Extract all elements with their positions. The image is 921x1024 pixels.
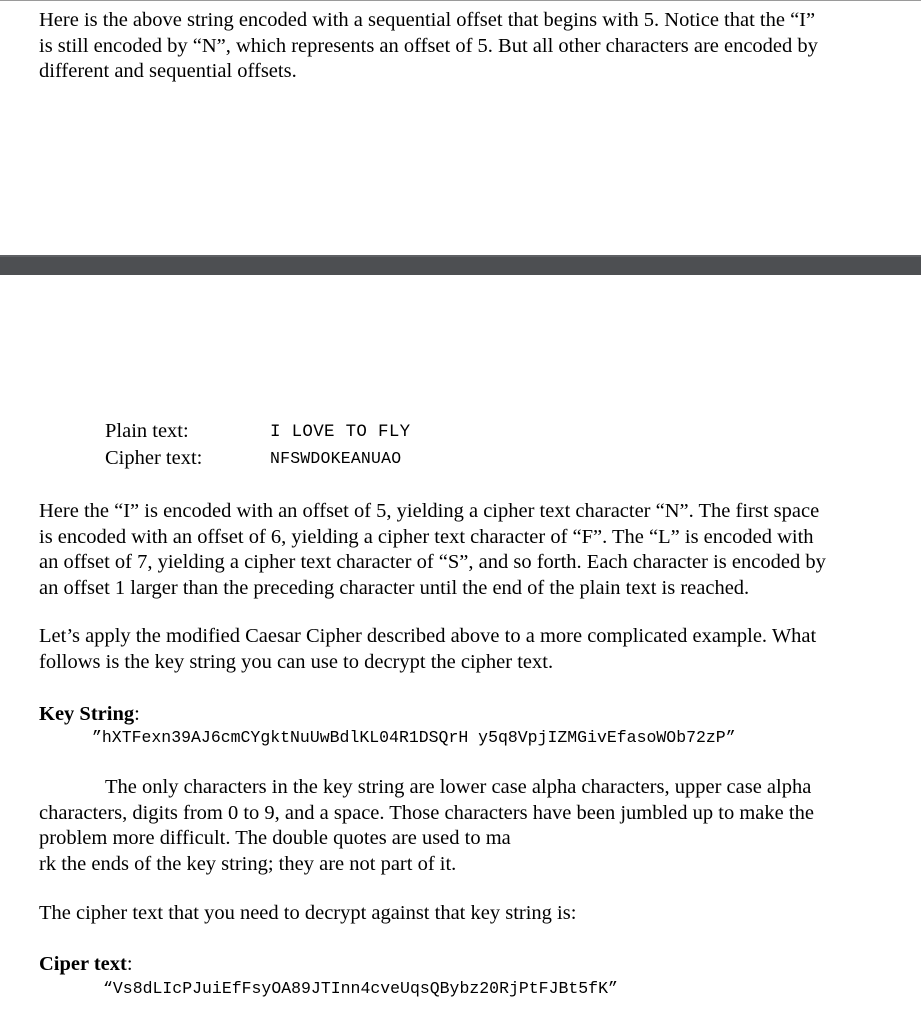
cipher-text-value: NFSWDOKEANUAO	[270, 449, 402, 468]
explanation-line-3: an offset of 7, yielding a cipher text character of “S”, and so forth. Each character is encoded by	[39, 551, 826, 573]
key-string-value: ”hXTFexn39AJ6cmCYgktNuUwBdlKL04R1DSQrH y5q8VpjIZMGivEfasoWOb72zP”	[92, 728, 736, 747]
explanation-line-4: an offset 1 larger than the preceding character until the end of the plain text is reached.	[39, 576, 750, 599]
intro-line-3: different and sequential offsets.	[39, 60, 297, 82]
ciphertext-value: “Vs8dLIcPJuiEfFsyOA89JTInn4cveUqsQBybz20RjPtFJBt5fK”	[103, 979, 618, 998]
apply-line-2: follows is the key string you can use to decrypt the cipher text.	[39, 650, 554, 673]
page-break-bar	[0, 255, 921, 275]
explanation-line-2: is encoded with an offset of 6, yielding a cipher text character of “F”. The “L” is encoded with	[39, 525, 814, 548]
key-notes-paragraph	[39, 775, 899, 877]
key-string-heading	[39, 701, 140, 727]
key-string-label: Key String	[39, 703, 135, 725]
key-notes-line-1: The only characters in the key string are lower case alpha characters, upper case alpha	[105, 776, 812, 798]
top-border-line	[0, 0, 921, 1]
cipher-text-label: Cipher text:	[105, 447, 203, 469]
explanation-line-1: Here the “I” is encoded with an offset of 5, yielding a cipher text character “N”. The first space	[39, 500, 820, 522]
key-string-colon: :	[134, 703, 140, 725]
ciphertext-heading	[39, 951, 133, 977]
intro-line-2: is still encoded by “N”, which represents an offset of 5. But all other characters are encoded by	[39, 34, 818, 57]
key-notes-line-2: characters, digits from 0 to 9, and a space. Those characters have been jumbled up to make the	[39, 801, 814, 824]
ciphertext-label: Ciper text	[39, 953, 127, 975]
apply-line-1: Let’s apply the modified Caesar Cipher described above to a more complicated example. What	[39, 625, 817, 647]
ciphertext-colon: :	[126, 953, 133, 975]
plain-text-value: I LOVE TO FLY	[270, 422, 411, 442]
key-notes-line-3: problem more difficult. The double quotes are used to ma	[39, 827, 511, 849]
explanation-paragraph	[39, 499, 899, 601]
plain-text-label: Plain text:	[105, 420, 189, 442]
intro-line-1: Here is the above string encoded with a sequential offset that begins with 5. Notice that the “I”	[39, 9, 816, 31]
key-notes-line-4: rk the ends of the key string; they are not part of it.	[39, 852, 457, 875]
decrypt-prompt: The cipher text that you need to decrypt against that key string is:	[39, 902, 577, 924]
intro-paragraph	[39, 8, 899, 85]
apply-paragraph	[39, 624, 899, 675]
